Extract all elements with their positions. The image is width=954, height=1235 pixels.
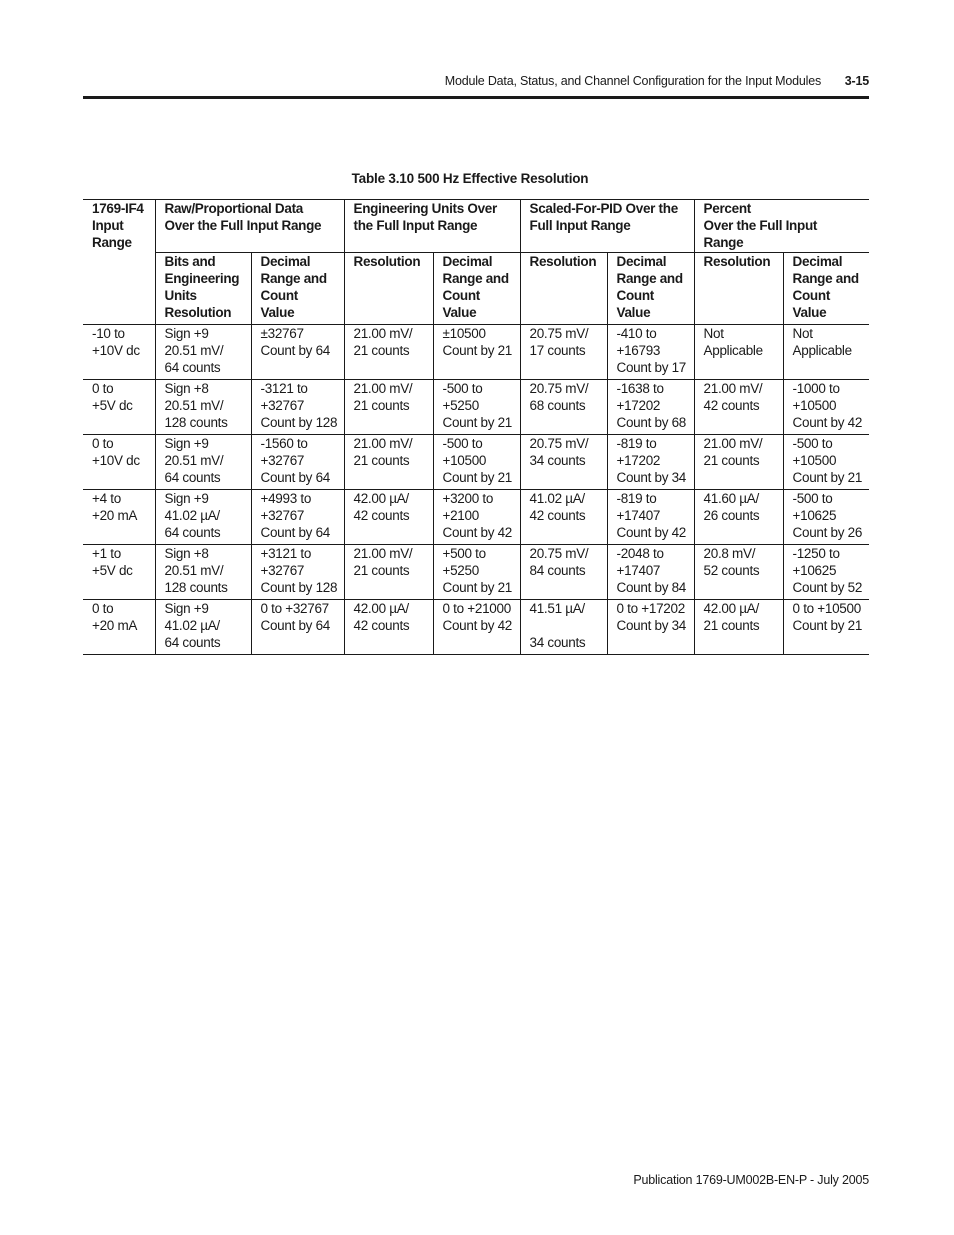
table-cell: Not Applicable <box>694 325 783 380</box>
table-cell: 0 to +10500 Count by 21 <box>783 600 869 655</box>
sub-header: Resolution <box>520 253 607 325</box>
table-cell: +3200 to +2100 Count by 42 <box>433 490 520 545</box>
percent-header: Percent Over the Full Input Range <box>694 200 869 253</box>
engineering-units-header: Engineering Units Over the Full Input Range <box>344 200 520 253</box>
table-cell: 0 to +21000 Count by 42 <box>433 600 520 655</box>
table-cell: 20.75 mV/ 84 counts <box>520 545 607 600</box>
table-cell: -10 to +10V dc <box>83 325 155 380</box>
table-cell: -500 to +10500 Count by 21 <box>433 435 520 490</box>
sub-header: Decimal Range and Count Value <box>607 253 694 325</box>
table-cell: 41.02 µA/ 42 counts <box>520 490 607 545</box>
table-cell: 0 to +5V dc <box>83 380 155 435</box>
table-cell: +4993 to +32767 Count by 64 <box>251 490 344 545</box>
table-cell: 41.51 µA/ 34 counts <box>520 600 607 655</box>
table-cell: 20.75 mV/ 68 counts <box>520 380 607 435</box>
table-cell: -2048 to +17407 Count by 84 <box>607 545 694 600</box>
publication-footer: Publication 1769-UM002B-EN-P - July 2005 <box>633 1173 869 1187</box>
table-cell: 21.00 mV/ 21 counts <box>344 380 433 435</box>
sub-header: Resolution <box>344 253 433 325</box>
table-cell: -1560 to +32767 Count by 64 <box>251 435 344 490</box>
table-cell: -819 to +17407 Count by 42 <box>607 490 694 545</box>
table-cell: 0 to +20 mA <box>83 600 155 655</box>
table-cell: -500 to +10500 Count by 21 <box>783 435 869 490</box>
scaled-for-pid-header: Scaled-For-PID Over the Full Input Range <box>520 200 694 253</box>
table-cell: Sign +9 41.02 µA/ 64 counts <box>155 600 251 655</box>
table-cell: 21.00 mV/ 42 counts <box>694 380 783 435</box>
table-cell: +1 to +5V dc <box>83 545 155 600</box>
table-cell: -819 to +17202 Count by 34 <box>607 435 694 490</box>
table-cell: 21.00 mV/ 21 counts <box>694 435 783 490</box>
table-cell: -500 to +10625 Count by 26 <box>783 490 869 545</box>
sub-header: Decimal Range and Count Value <box>433 253 520 325</box>
table-cell: Sign +8 20.51 mV/ 128 counts <box>155 545 251 600</box>
sub-header: Resolution <box>694 253 783 325</box>
table-cell: Sign +9 41.02 µA/ 64 counts <box>155 490 251 545</box>
table-cell: Sign +9 20.51 mV/ 64 counts <box>155 325 251 380</box>
table-cell: 20.8 mV/ 52 counts <box>694 545 783 600</box>
table-cell: ±10500 Count by 21 <box>433 325 520 380</box>
input-range-header: 1769-IF4 Input Range <box>83 200 155 325</box>
table-cell: 21.00 mV/ 21 counts <box>344 545 433 600</box>
table-cell: ±32767 Count by 64 <box>251 325 344 380</box>
sub-header: Decimal Range and Count Value <box>783 253 869 325</box>
table-cell: -1638 to +17202 Count by 68 <box>607 380 694 435</box>
table-cell: 42.00 µA/ 42 counts <box>344 490 433 545</box>
table-cell: 41.60 µA/ 26 counts <box>694 490 783 545</box>
table-cell: -1000 to +10500 Count by 42 <box>783 380 869 435</box>
table-row <box>83 600 869 655</box>
table-cell: -1250 to +10625 Count by 52 <box>783 545 869 600</box>
table-cell: 0 to +32767 Count by 64 <box>251 600 344 655</box>
table-cell: 21.00 mV/ 21 counts <box>344 325 433 380</box>
header-rule <box>83 96 869 99</box>
table-row <box>83 545 869 600</box>
table-cell: +3121 to +32767 Count by 128 <box>251 545 344 600</box>
table-cell: -3121 to +32767 Count by 128 <box>251 380 344 435</box>
table-cell: +500 to +5250 Count by 21 <box>433 545 520 600</box>
table-cell: Sign +8 20.51 mV/ 128 counts <box>155 380 251 435</box>
table-cell: 42.00 µA/ 42 counts <box>344 600 433 655</box>
table-row <box>83 490 869 545</box>
table-cell: Not Applicable <box>783 325 869 380</box>
sub-header: Decimal Range and Count Value <box>251 253 344 325</box>
table-row <box>83 435 869 490</box>
table-cell: 20.75 mV/ 17 counts <box>520 325 607 380</box>
table-cell: 42.00 µA/ 21 counts <box>694 600 783 655</box>
table-cell: +4 to +20 mA <box>83 490 155 545</box>
running-header-title: Module Data, Status, and Channel Configuration for the Input Modules <box>444 74 821 88</box>
table-caption: Table 3.10 500 Hz Effective Resolution <box>351 171 589 186</box>
table-row <box>83 325 869 380</box>
raw-proportional-header: Raw/Proportional Data Over the Full Input Range <box>155 200 344 253</box>
table-cell: 21.00 mV/ 21 counts <box>344 435 433 490</box>
table-cell: 0 to +10V dc <box>83 435 155 490</box>
table-cell: -410 to +16793 Count by 17 <box>607 325 694 380</box>
table-cell: -500 to +5250 Count by 21 <box>433 380 520 435</box>
table-cell: Sign +9 20.51 mV/ 64 counts <box>155 435 251 490</box>
sub-header-row <box>83 253 869 325</box>
table-cell: 0 to +17202 Count by 34 <box>607 600 694 655</box>
resolution-table <box>83 199 869 655</box>
group-header-row <box>83 200 869 253</box>
sub-header: Bits and Engineering Units Resolution <box>155 253 251 325</box>
page-number: 3-15 <box>844 74 869 88</box>
table-row <box>83 380 869 435</box>
table-cell: 20.75 mV/ 34 counts <box>520 435 607 490</box>
running-header <box>83 74 869 92</box>
